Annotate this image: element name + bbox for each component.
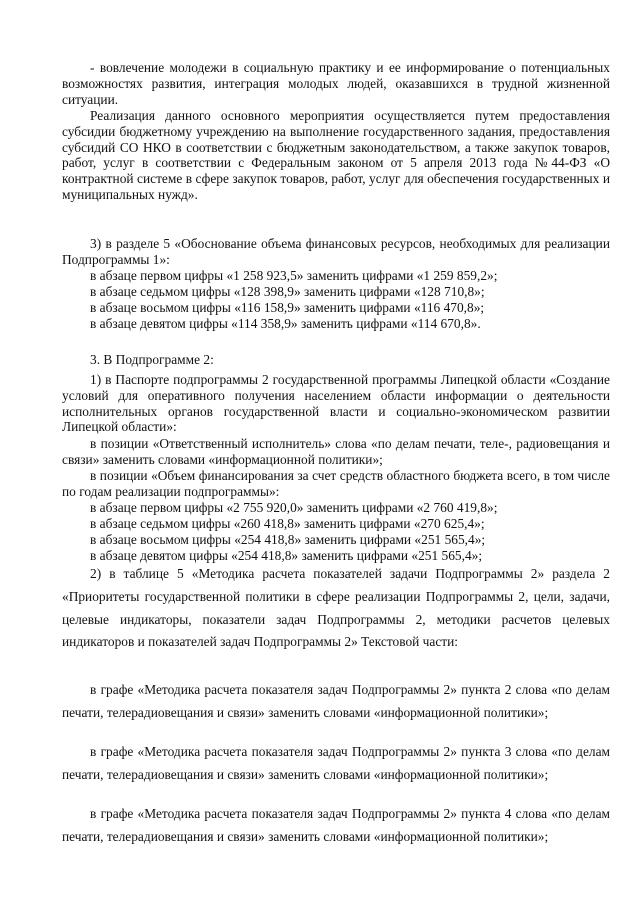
paragraph-section-5: 3) в разделе 5 «Обоснование объема финансовых ресурсов, необходимых для реализации Подпрограммы 1»: (62, 236, 610, 267)
paragraph-column-item-3: в графе «Методика расчета показателя задач Подпрограммы 2» пункта 3 слова «по делам печати, телерадиовещания и связи» заменить словами «информационной политики»; (62, 744, 610, 782)
paragraph-responsible-executor: в позиции «Ответственный исполнитель» слова «по делам печати, теле-, радиовещания и связи» заменить словами «информационной политики»; (62, 436, 610, 467)
list-item: в абзаце первом цифры «1 258 923,5» заменить цифрами «1 259 859,2»; (90, 268, 498, 283)
list-item: в абзаце восьмом цифры «116 158,9» заменить цифрами «116 470,8»; (90, 300, 485, 315)
list-item: в абзаце седьмом цифры «128 398,9» заменить цифрами «128 710,8»; (90, 284, 485, 299)
paragraph-table-5: 2) в таблице 5 «Методика расчета показателей задачи Подпрограммы 2» раздела 2 «Приоритеты государственной политики в сфере реализации Подпрограммы 2, цели, задачи, целевые индикаторы, показатели задач Подпрограммы 2, методики расчетов целевых индикаторов и показателей задач Подпрограммы 2» Текстовой части: (62, 566, 610, 650)
paragraph-column-item-2: в графе «Методика расчета показателя задач Подпрограммы 2» пункта 2 слова «по делам печати, телерадиовещания и связи» заменить словами «информационной политики»; (62, 682, 610, 720)
list-item: в абзаце седьмом цифры «260 418,8» заменить цифрами «270 625,4»; (90, 516, 485, 531)
paragraph-implementation: Реализация данного основного мероприятия осуществляется путем предоставления субсидии бюджетному учреждению на выполнение государственного задания, предоставления субсидий СО НКО в соответствии с бюджетным законодательством, а также закупок товаров, работ, услуг в соответствии с Федеральным законом от 5 апреля 2013 года №44-ФЗ «О контрактной системе в сфере закупок товаров, работ, услуг для обеспечения государственных и муниципальных нужд». (62, 108, 610, 202)
list-item: в абзаце первом цифры «2 755 920,0» заменить цифрами «2 760 419,8»; (90, 500, 498, 515)
paragraph-youth-involvement: - вовлечение молодежи в социальную практику и ее информирование о потенциальных возможностях развития, интеграция молодых людей, оказавшихся в трудной жизненной ситуации. (62, 60, 610, 107)
list-item: в абзаце девятом цифры «254 418,8» заменить цифрами «251 565,4»; (90, 548, 483, 563)
paragraph-subprogram-2-heading: 3. В Подпрограмме 2: (90, 352, 214, 367)
paragraph-column-item-4: в графе «Методика расчета показателя задач Подпрограммы 2» пункта 4 слова «по делам печати, телерадиовещания и связи» заменить словами «информационной политики»; (62, 806, 610, 844)
paragraph-passport: 1) в Паспорте подпрограммы 2 государственной программы Липецкой области «Создание условий для оперативного получения населением области информации о деятельности исполнительных органов государственной власти и социально-экономическом развитии Липецкой области»: (62, 372, 610, 435)
list-item: в абзаце девятом цифры «114 358,9» заменить цифрами «114 670,8». (90, 316, 481, 331)
paragraph-funding-volume: в позиции «Объем финансирования за счет средств областного бюджета всего, в том числе по годам реализации подпрограммы»: (62, 468, 610, 499)
list-item: в абзаце восьмом цифры «254 418,8» заменить цифрами «251 565,4»; (90, 532, 486, 547)
